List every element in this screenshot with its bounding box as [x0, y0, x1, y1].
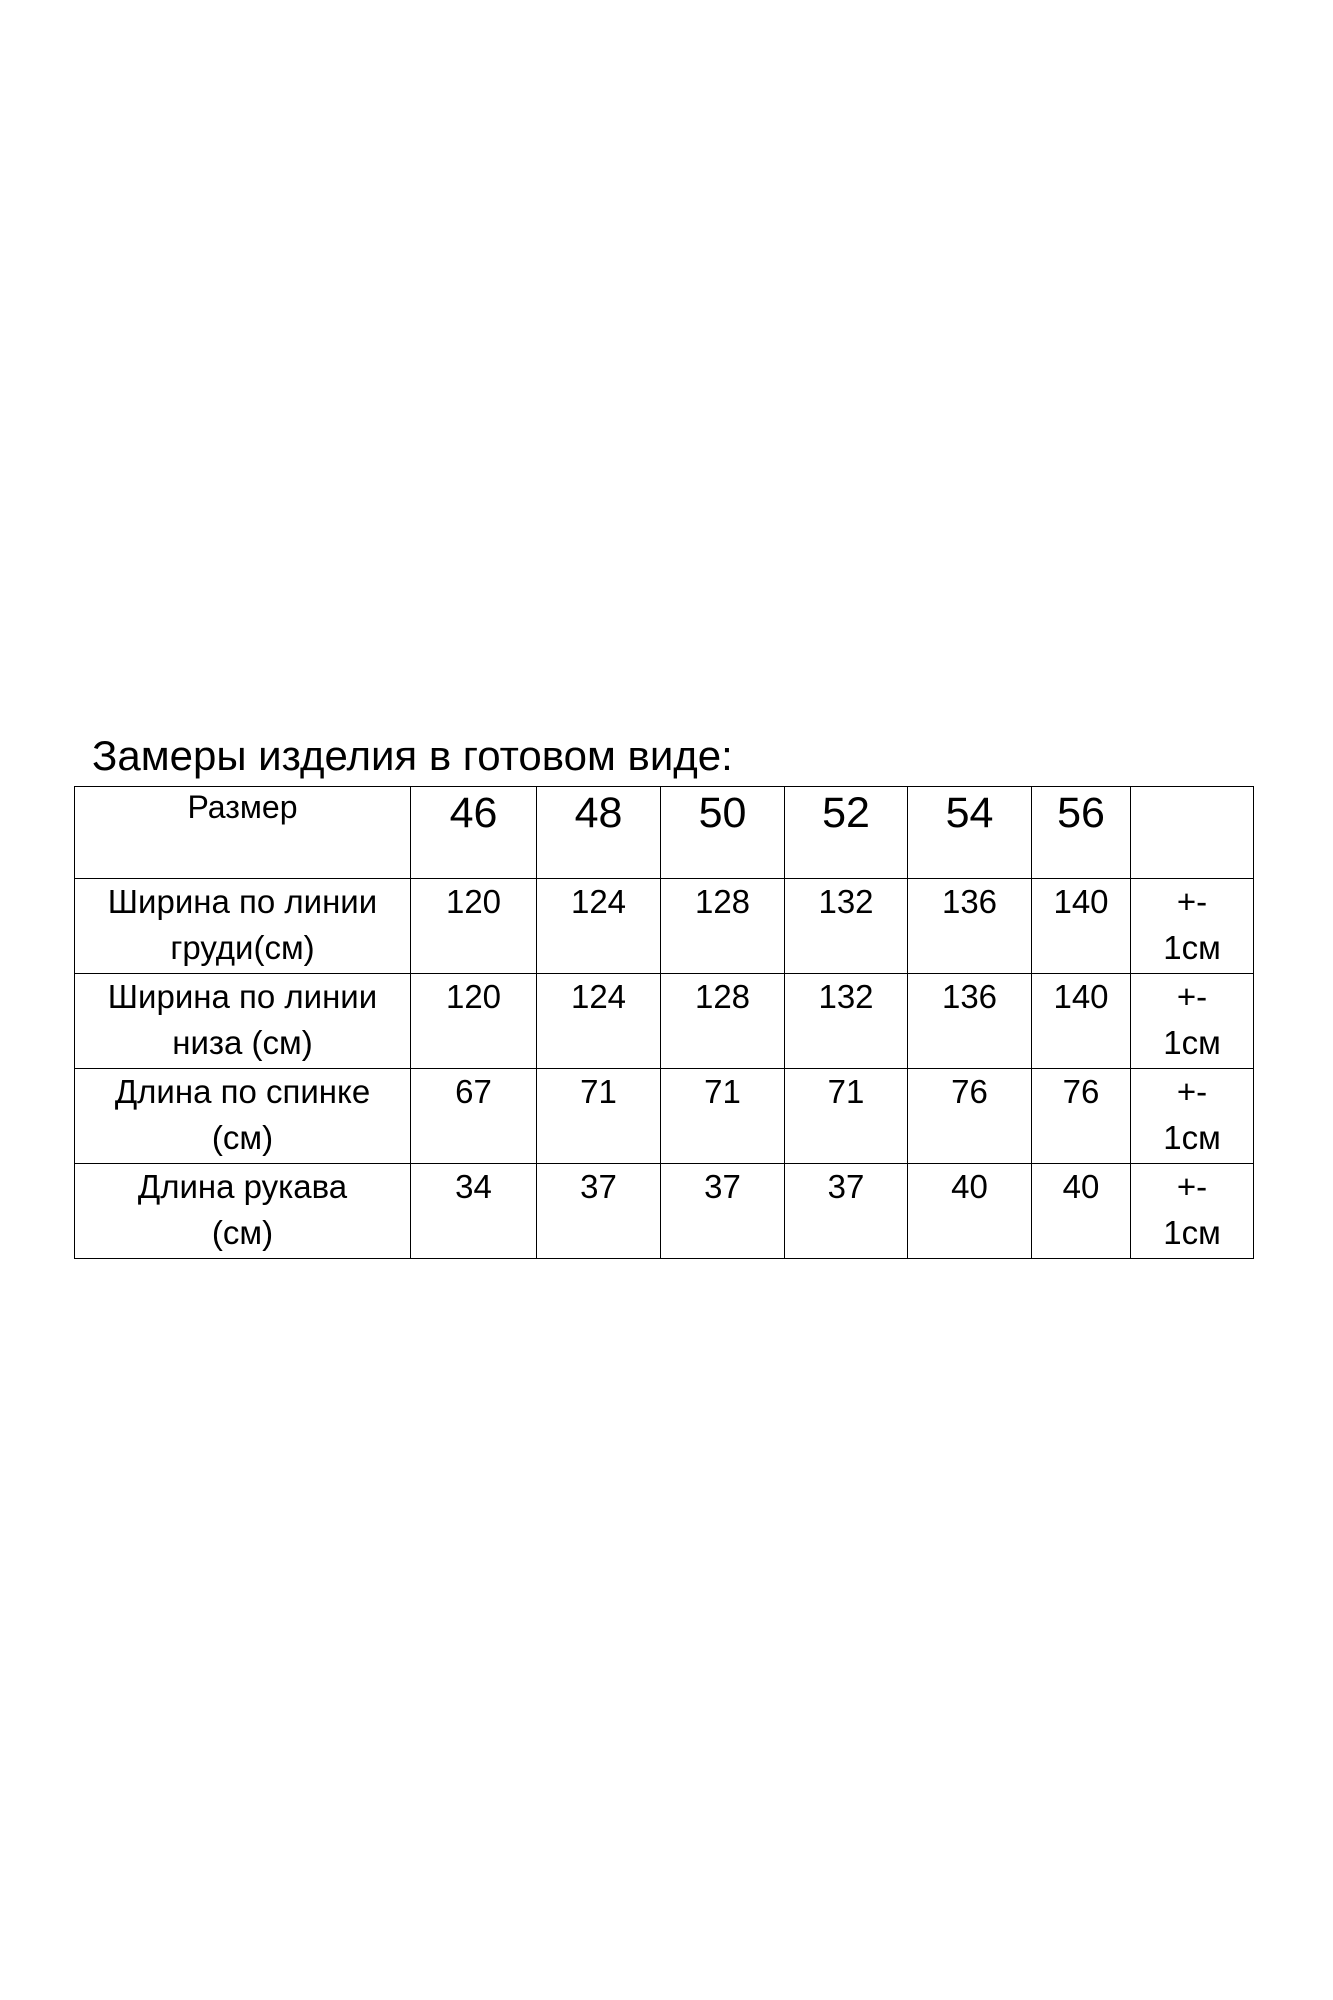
table-cell: 128 [661, 879, 785, 974]
table-cell: 120 [411, 879, 537, 974]
page-title: Замеры изделия в готовом виде: [92, 732, 733, 779]
table-cell: 124 [537, 974, 661, 1069]
header-tolerance-empty [1131, 787, 1254, 879]
row-label-line: Длина по спинке [114, 1073, 371, 1110]
table-cell: 132 [785, 879, 908, 974]
tolerance-line: 1см [1163, 929, 1221, 966]
row-label [75, 879, 411, 974]
tolerance-cell [1131, 974, 1254, 1069]
header-size-46: 46 [411, 787, 537, 879]
table-cell: 124 [537, 879, 661, 974]
table-cell: 140 [1032, 879, 1131, 974]
table-row [75, 1164, 1254, 1259]
table-cell: 37 [661, 1164, 785, 1259]
row-label [75, 974, 411, 1069]
tolerance-line: 1см [1163, 1024, 1221, 1061]
table-cell: 40 [908, 1164, 1032, 1259]
table-cell: 71 [537, 1069, 661, 1164]
table-cell: 37 [785, 1164, 908, 1259]
row-label-line: груди(см) [170, 929, 315, 966]
table-cell: 34 [411, 1164, 537, 1259]
table-cell: 37 [537, 1164, 661, 1259]
row-label-line: низа (см) [172, 1024, 313, 1061]
tolerance-line: 1см [1163, 1119, 1221, 1156]
row-label-line: (см) [211, 1119, 274, 1156]
tolerance-line: +- [1176, 1073, 1208, 1110]
table-row [75, 974, 1254, 1069]
row-label-line: (см) [211, 1214, 274, 1251]
tolerance-cell [1131, 879, 1254, 974]
header-size-label: Размер [75, 787, 411, 879]
table-cell: 132 [785, 974, 908, 1069]
header-size-54: 54 [908, 787, 1032, 879]
table-cell: 136 [908, 974, 1032, 1069]
size-table [74, 786, 1254, 1259]
tolerance-cell [1131, 1164, 1254, 1259]
table-cell: 71 [661, 1069, 785, 1164]
table-cell: 128 [661, 974, 785, 1069]
table-cell: 76 [1032, 1069, 1131, 1164]
tolerance-cell [1131, 1069, 1254, 1164]
row-label [75, 1069, 411, 1164]
table-row [75, 879, 1254, 974]
table-cell: 76 [908, 1069, 1032, 1164]
header-size-50: 50 [661, 787, 785, 879]
header-size-56: 56 [1032, 787, 1131, 879]
row-label [75, 1164, 411, 1259]
header-size-48: 48 [537, 787, 661, 879]
table-cell: 120 [411, 974, 537, 1069]
table-cell: 136 [908, 879, 1032, 974]
row-label-line: Ширина по линии [107, 883, 378, 920]
table-cell: 71 [785, 1069, 908, 1164]
row-label-line: Ширина по линии [107, 978, 378, 1015]
table-cell: 67 [411, 1069, 537, 1164]
tolerance-line: 1см [1163, 1214, 1221, 1251]
table-header-row [75, 787, 1254, 879]
header-size-52: 52 [785, 787, 908, 879]
table-cell: 40 [1032, 1164, 1131, 1259]
row-label-line: Длина рукава [137, 1168, 348, 1205]
tolerance-line: +- [1176, 978, 1208, 1015]
table-row [75, 1069, 1254, 1164]
tolerance-line: +- [1176, 1168, 1208, 1205]
table-cell: 140 [1032, 974, 1131, 1069]
tolerance-line: +- [1176, 883, 1208, 920]
